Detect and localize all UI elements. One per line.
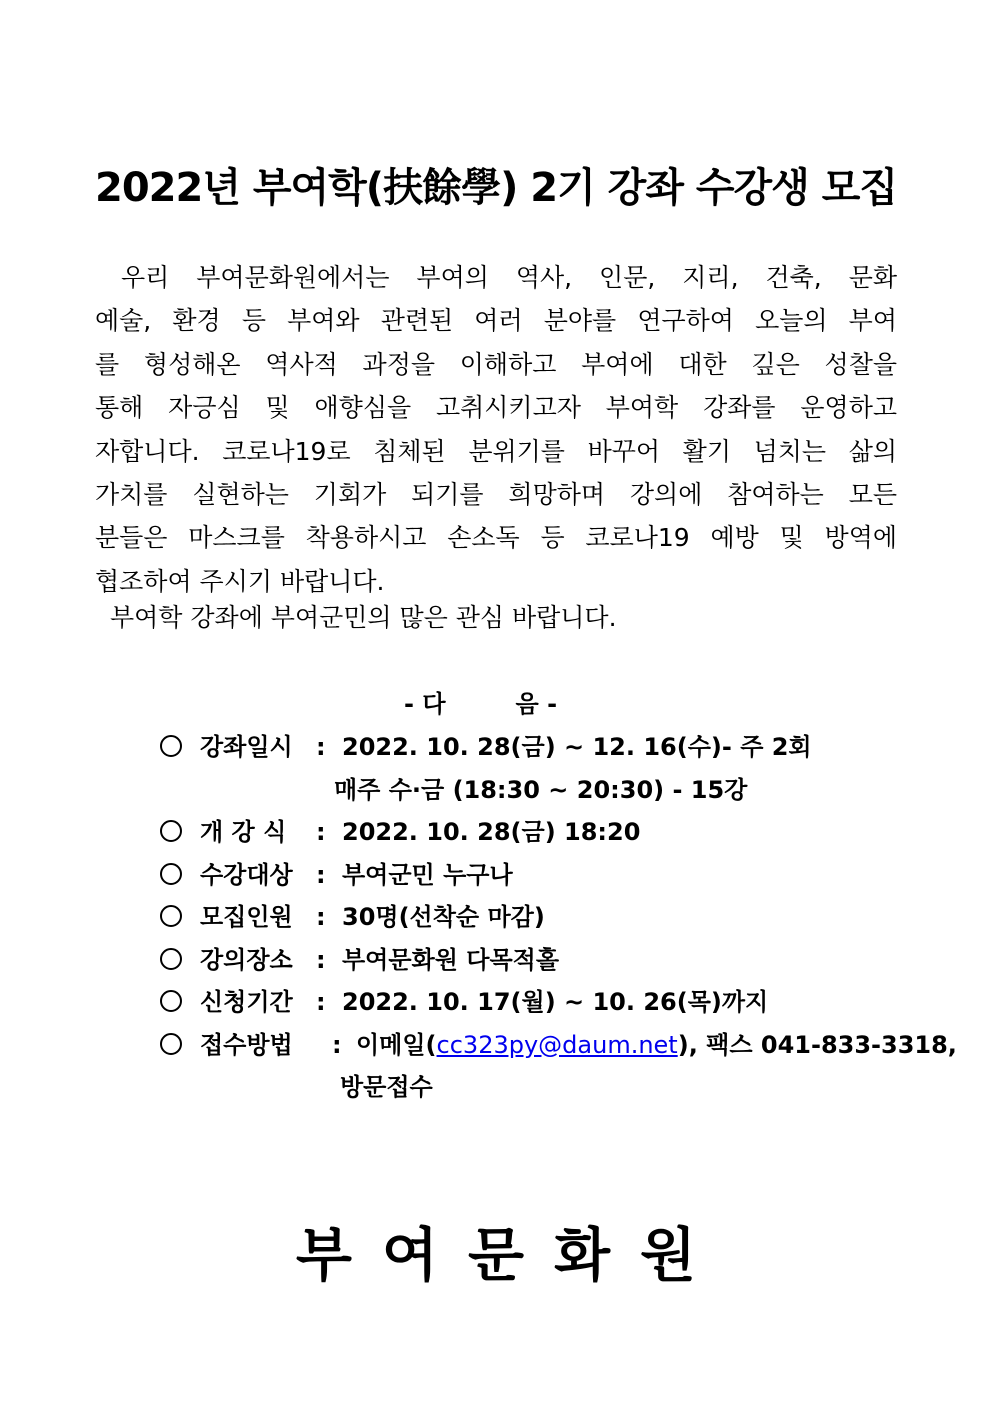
organization-signature: 부여문화원 (295, 1221, 727, 1289)
detail-colon: : (316, 945, 326, 974)
detail-row-capacity (160, 896, 900, 939)
detail-colon: : (316, 860, 326, 889)
detail-label: 신청기간 (200, 988, 293, 1016)
intro-line: 통해 자긍심 및 애향심을 고취시키고자 부여학 강좌를 운영하고 (95, 393, 897, 423)
circle-bullet-icon (160, 735, 182, 757)
method-suffix: ), 팩스 041-833-3318, (677, 1030, 957, 1059)
detail-row-method (160, 1024, 957, 1067)
detail-row-method-continued (160, 1066, 900, 1109)
circle-bullet-icon (160, 905, 182, 927)
detail-value-continued: 매주 수·금 (18:30 ~ 20:30) - 15강 (334, 775, 748, 804)
detail-row-target (160, 854, 900, 897)
detail-colon: : (316, 733, 326, 761)
intro-line: 우리 부여문화원에서는 부여의 역사, 인문, 지리, 건축, 문화 (121, 263, 897, 292)
details-list (160, 726, 957, 1109)
email-link[interactable]: cc323py@daum.net (436, 1030, 678, 1059)
circle-bullet-icon (160, 863, 182, 885)
circle-bullet-icon (160, 1033, 182, 1055)
detail-value: 2022. 10. 17(월) ~ 10. 26(목)까지 (342, 988, 769, 1016)
detail-row-schedule (160, 726, 900, 769)
detail-colon: : (332, 1030, 342, 1059)
notice-word-da: 다 (422, 690, 446, 718)
detail-row-venue (160, 939, 900, 982)
intro-line: 예술, 환경 등 부여와 관련된 여러 분야를 연구하여 오늘의 부여 (95, 306, 897, 336)
intro-line: 자합니다. 코로나19로 침체된 분위기를 바꾸어 활기 넘치는 삶의 (95, 436, 897, 466)
notice-dash-right: - (547, 690, 558, 718)
detail-value: 2022. 10. 28(금) 18:20 (342, 818, 641, 846)
circle-bullet-icon (160, 820, 182, 842)
detail-colon: : (316, 818, 326, 846)
intro-line: 를 형성해온 역사적 과정을 이해하고 부여에 대한 깊은 성찰을 (95, 349, 897, 379)
detail-colon: : (316, 903, 326, 931)
notice-word-eum: 음 (515, 690, 539, 718)
detail-colon: : (316, 988, 326, 1016)
detail-label: 모집인원 (200, 903, 293, 931)
detail-label: 접수방법 (200, 1030, 293, 1059)
circle-bullet-icon (160, 990, 182, 1012)
circle-bullet-icon (160, 948, 182, 970)
detail-row-opening (160, 811, 900, 854)
detail-row-period (160, 981, 900, 1024)
notice-dash-left: - (404, 690, 414, 718)
detail-label: 강의장소 (200, 945, 293, 974)
detail-value: 부여군민 누구나 (342, 860, 513, 889)
detail-value-continued: 방문접수 (340, 1073, 433, 1101)
notice-heading (404, 686, 557, 722)
detail-value: 부여문화원 다목적홀 (342, 945, 560, 974)
detail-value (356, 1024, 957, 1067)
detail-label: 강좌일시 (200, 733, 293, 761)
intro-paragraph (95, 256, 897, 603)
method-prefix: 이메일( (356, 1030, 437, 1059)
page-title: 2022년 부여학(扶餘學) 2기 강좌 수강생 모집 (94, 165, 898, 211)
intro-line: 가치를 실현하는 기회가 되기를 희망하며 강의에 참여하는 모든 (95, 479, 897, 509)
detail-label: 개 강 식 (200, 818, 287, 846)
detail-label: 수강대상 (200, 860, 293, 889)
closing-sentence: 부여학 강좌에 부여군민의 많은 관심 바랍니다. (110, 603, 617, 632)
intro-line: 협조하여 주시기 바랍니다. (95, 566, 385, 596)
intro-line: 분들은 마스크를 착용하시고 손소독 등 코로나19 예방 및 방역에 (95, 523, 897, 553)
detail-value: 2022. 10. 28(금) ~ 12. 16(수)- 주 2회 (342, 733, 812, 761)
detail-row-schedule-continued (160, 769, 900, 812)
detail-value: 30명(선착순 마감) (342, 903, 545, 931)
